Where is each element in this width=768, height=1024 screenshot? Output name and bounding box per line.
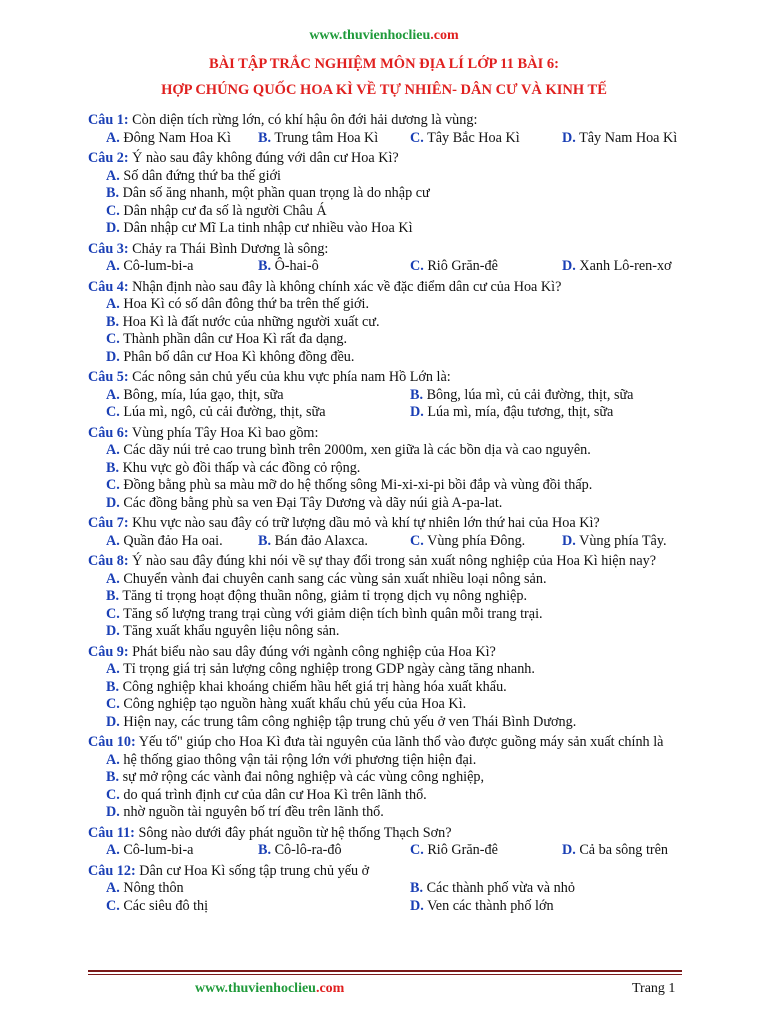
option-text: Nông thôn [123, 880, 184, 896]
question-7 [88, 515, 760, 550]
option-text: Dân nhập cư Mĩ La tinh nhập cư nhiều vào Hoa Kì [123, 220, 413, 236]
answer-option-b[interactable] [88, 185, 760, 203]
option-label: D. [106, 713, 120, 730]
option-text: Riô Grăn-đê [427, 258, 498, 274]
option-text: Khu vực gò đồi thấp và các đồng cỏ rộng. [122, 459, 361, 476]
option-label: B. [106, 313, 120, 330]
answer-option-d[interactable] [88, 495, 760, 513]
answer-option-c[interactable] [88, 331, 760, 349]
question-text: Chảy ra Thái Bình Dương là sông: [128, 240, 329, 257]
answer-option-d[interactable] [88, 804, 760, 822]
option-text: Tăng tỉ trọng hoạt động thuần nông, giảm tỉ trọng dịch vụ nông nghiệp. [122, 588, 527, 604]
option-text: Đông Nam Hoa Kì [123, 129, 231, 146]
answer-option-b[interactable] [410, 880, 714, 898]
footer-divider-thin [88, 974, 682, 975]
option-text: Chuyển vành đai chuyên canh sang các vùng sản xuất nhiều loại nông sản. [123, 570, 547, 587]
answer-row [88, 533, 760, 551]
option-text: Hiện nay, các trung tâm công nghiệp tập trung chủ yếu ở ven Thái Bình Dương. [123, 713, 577, 730]
option-label: A. [106, 532, 120, 549]
option-text: sự mở rộng các vành đai nông nghiệp và các vùng công nghiệp, [122, 769, 485, 785]
option-text: Tăng số lượng trang trại cùng với giảm diện tích bình quân mỗi trang trại. [123, 605, 543, 622]
answer-row [88, 898, 760, 916]
option-text: Tăng xuất khẩu nguyên liệu nông sản. [123, 623, 340, 639]
question-4 [88, 279, 760, 367]
answer-option-d[interactable] [562, 533, 714, 551]
question-stem [88, 644, 760, 662]
answer-option-a[interactable] [106, 842, 258, 860]
page-number: Trang 1 [632, 981, 676, 996]
answer-row [88, 842, 760, 860]
option-label: B. [258, 129, 272, 146]
answer-option-b[interactable] [88, 460, 760, 478]
option-text: Hoa Kì có số dân đông thứ ba trên thế giới. [123, 296, 370, 312]
question-stem [88, 515, 760, 533]
option-label: A. [106, 880, 120, 896]
question-stem [88, 112, 760, 130]
option-text: Vùng phía Tây. [579, 532, 667, 549]
option-label: D. [106, 220, 120, 236]
answer-option-d[interactable] [410, 898, 714, 916]
answer-option-a[interactable] [88, 168, 760, 186]
option-label: A. [106, 129, 120, 146]
question-2 [88, 150, 760, 238]
option-text: Lúa mì, mía, đậu tương, thịt, sữa [427, 404, 614, 420]
option-text: Bông, lúa mì, củ cải đường, thịt, sữa [426, 386, 634, 403]
question-stem [88, 553, 760, 571]
option-text: Vùng phía Đông. [427, 532, 526, 549]
option-text: nhờ nguồn tài nguyên bố trí đều trên lãnh thổ. [123, 804, 384, 820]
answer-option-b[interactable] [88, 588, 760, 606]
answer-option-d[interactable] [88, 349, 760, 367]
option-text: Thành phần dân cư Hoa Kì rất đa dạng. [123, 331, 348, 347]
answer-row [88, 404, 760, 422]
option-text: Cô-lum-bi-a [123, 258, 194, 274]
option-text: Các dãy núi trẻ cao trung bình trên 2000m, xen giữa là các bồn dịa và cao nguyên. [123, 442, 591, 458]
question-number: Câu 12: [88, 862, 136, 879]
option-label: D. [106, 348, 120, 365]
option-label: B. [410, 386, 424, 403]
option-label: D. [410, 897, 424, 914]
question-number: Câu 9: [88, 643, 129, 660]
question-stem [88, 241, 760, 259]
answer-row [88, 880, 760, 898]
question-12 [88, 863, 760, 916]
option-label: D. [106, 804, 120, 820]
site-name: www.thuvienhoclieu [309, 28, 431, 43]
question-text: Sông nào dưới đây phát nguồn từ hệ thống Thạch Sơn? [134, 824, 452, 841]
question-stem [88, 734, 760, 752]
option-label: D. [410, 404, 424, 420]
site-header-link[interactable] [0, 28, 768, 44]
question-text: Các nông sản chủ yếu của khu vực phía nam Hồ Lớn là: [128, 369, 451, 385]
option-label: C. [410, 532, 424, 549]
answer-option-a[interactable] [88, 571, 760, 589]
question-text: Ý nào sau đây không đúng với dân cư Hoa Kì? [128, 150, 399, 166]
answer-option-c[interactable] [410, 258, 562, 276]
option-text: Đồng bằng phù sa màu mỡ do hệ thống sông Mi-xi-xi-pi bồi đắp và vùng đồi thấp. [123, 477, 593, 493]
answer-option-c[interactable] [88, 477, 760, 495]
option-label: C. [106, 897, 120, 914]
question-text: Yếu tố" giúp cho Hoa Kì đưa tài nguyên của lãnh thổ vào được guồng máy sản xuất chính là [135, 734, 664, 750]
question-text: Khu vực nào sau đây có trữ lượng dầu mỏ và khí tự nhiên lớn thứ hai của Hoa Kì? [128, 515, 600, 531]
answer-option-b[interactable] [258, 533, 410, 551]
option-label: C. [410, 129, 424, 146]
option-label: B. [410, 880, 424, 896]
answer-option-d[interactable] [88, 714, 760, 732]
question-6 [88, 425, 760, 513]
option-text: Bông, mía, lúa gạo, thịt, sữa [123, 386, 284, 403]
option-label: B. [106, 459, 120, 476]
option-text: Trung tâm Hoa Kì [274, 129, 379, 146]
answer-option-a[interactable] [106, 533, 258, 551]
option-label: B. [106, 588, 120, 604]
option-text: Ô-hai-ô [274, 258, 319, 274]
option-label: B. [258, 842, 272, 858]
answer-option-c[interactable] [88, 606, 760, 624]
question-stem [88, 279, 760, 297]
option-text: Dân số ăng nhanh, một phần quan trọng là do nhập cư [122, 185, 430, 201]
answer-option-c[interactable] [410, 842, 562, 860]
option-text: Công nghiệp khai khoáng chiếm hầu hết giá trị hàng hóa xuất khẩu. [122, 678, 507, 695]
answer-option-c[interactable] [88, 696, 760, 714]
question-10 [88, 734, 760, 822]
document-title: BÀI TẬP TRẮC NGHIỆM MÔN ĐỊA LÍ LỚP 11 BÀI 6: [209, 56, 559, 72]
question-text: Nhận định nào sau đây là không chính xác về đặc điểm dân cư của Hoa Kì? [128, 278, 562, 295]
answer-option-c[interactable] [88, 787, 760, 805]
question-5 [88, 369, 760, 422]
answer-option-d[interactable] [88, 220, 760, 238]
question-stem [88, 425, 760, 443]
question-number: Câu 3: [88, 240, 129, 257]
question-1 [88, 112, 760, 147]
site-domain: .com [430, 28, 459, 43]
question-text: Vùng phía Tây Hoa Kì bao gồm: [128, 424, 319, 441]
question-11 [88, 825, 760, 860]
option-text: Phân bố dân cư Hoa Kì không đồng đều. [123, 348, 355, 365]
option-text: Tây Nam Hoa Kì [579, 129, 678, 146]
option-text: Cô-lô-ra-đô [274, 842, 342, 858]
answer-option-c[interactable] [106, 898, 410, 916]
option-text: hệ thống giao thông vận tải rộng lớn với phương tiện hiện đại. [123, 751, 477, 768]
question-number: Câu 5: [88, 369, 129, 385]
footer-site-domain: .com [315, 981, 345, 996]
answer-option-d[interactable] [562, 842, 714, 860]
answer-row [88, 387, 760, 405]
footer-site-name: www.thuvienhoclieu [195, 981, 316, 996]
option-text: Dân nhập cư đa số là người Châu Á [123, 202, 327, 219]
answer-option-a[interactable] [88, 661, 760, 679]
option-label: C. [106, 786, 120, 803]
question-9 [88, 644, 760, 732]
footer-site-link[interactable] [195, 981, 344, 997]
question-3 [88, 241, 760, 276]
question-stem [88, 863, 760, 881]
question-number: Câu 11: [88, 824, 135, 841]
option-label: A. [106, 751, 120, 768]
option-text: Số dân đứng thứ ba thế giới [123, 167, 281, 184]
option-label: C. [106, 696, 120, 712]
option-label: A. [106, 167, 120, 184]
option-label: B. [106, 185, 120, 201]
answer-option-a[interactable] [88, 296, 760, 314]
option-label: C. [410, 258, 424, 274]
answer-option-d[interactable] [562, 130, 714, 148]
question-list [88, 112, 760, 918]
answer-option-c[interactable] [410, 533, 562, 551]
question-number: Câu 7: [88, 515, 129, 531]
option-text: Quần đảo Ha oai. [123, 532, 223, 549]
question-stem [88, 825, 760, 843]
answer-option-b[interactable] [410, 387, 714, 405]
answer-option-b[interactable] [88, 314, 760, 332]
answer-option-a[interactable] [106, 387, 410, 405]
question-number: Câu 2: [88, 150, 129, 166]
answer-option-a[interactable] [106, 880, 410, 898]
option-label: A. [106, 570, 120, 587]
option-label: A. [106, 296, 120, 312]
option-text: Tỉ trọng giá trị sản lượng công nghiệp trong GDP ngày càng tăng nhanh. [123, 661, 535, 677]
option-text: Cô-lum-bi-a [123, 842, 194, 858]
answer-option-c[interactable] [106, 404, 410, 422]
option-text: Hoa Kì là đất nước của những người xuất cư. [122, 313, 380, 330]
option-label: D. [562, 129, 576, 146]
document-subtitle: HỢP CHÚNG QUỐC HOA KÌ VỀ TỰ NHIÊN- DÂN CƯ VÀ KINH TẾ [161, 82, 607, 98]
option-text: Tây Bắc Hoa Kì [427, 129, 520, 146]
answer-option-b[interactable] [88, 679, 760, 697]
option-text: Các đồng bằng phù sa ven Đại Tây Dương và dãy núi già A-pa-lat. [123, 494, 503, 511]
option-label: B. [258, 258, 272, 274]
answer-option-a[interactable] [88, 752, 760, 770]
option-label: B. [106, 678, 120, 695]
option-label: C. [106, 605, 120, 622]
option-text: Ven các thành phố lớn [427, 897, 554, 914]
answer-option-a[interactable] [106, 258, 258, 276]
option-label: D. [106, 494, 120, 511]
option-label: C. [410, 842, 424, 858]
question-text: Ý nào sau đây đúng khi nói về sự thay đổi trong sản xuất nông nghiệp của Hoa Kì hiện nay? [128, 553, 657, 569]
answer-option-b[interactable] [258, 130, 410, 148]
question-number: Câu 4: [88, 278, 129, 295]
question-number: Câu 10: [88, 734, 136, 750]
option-label: C. [106, 202, 120, 219]
option-text: Các siêu đô thị [123, 897, 209, 914]
option-label: B. [258, 532, 272, 549]
option-label: C. [106, 477, 120, 493]
option-label: D. [562, 532, 576, 549]
answer-option-d[interactable] [562, 258, 714, 276]
answer-row [88, 258, 760, 276]
option-text: do quá trình định cư của dân cư Hoa Kì trên lãnh thổ. [123, 786, 427, 803]
option-label: A. [106, 386, 120, 403]
question-number: Câu 6: [88, 424, 129, 441]
question-number: Câu 1: [88, 112, 129, 128]
option-label: A. [106, 258, 120, 274]
option-text: Xanh Lô-ren-xơ [579, 258, 672, 274]
answer-option-c[interactable] [410, 130, 562, 148]
option-label: D. [106, 623, 120, 639]
answer-option-a[interactable] [88, 442, 760, 460]
option-label: A. [106, 661, 120, 677]
answer-option-c[interactable] [88, 203, 760, 221]
option-label: D. [562, 842, 576, 858]
question-8 [88, 553, 760, 641]
answer-option-b[interactable] [88, 769, 760, 787]
answer-option-d[interactable] [410, 404, 714, 422]
answer-option-d[interactable] [88, 623, 760, 641]
question-stem [88, 150, 760, 168]
option-label: D. [562, 258, 576, 274]
option-text: Các thành phố vừa và nhỏ [426, 880, 575, 896]
question-number: Câu 8: [88, 553, 129, 569]
question-text: Còn diện tích rừng lớn, có khí hậu ôn đới hải dương là vùng: [128, 112, 478, 128]
footer-divider [88, 970, 682, 972]
option-text: Lúa mì, ngô, củ cải đường, thịt, sữa [123, 404, 326, 420]
option-text: Bán đảo Alaxca. [274, 532, 368, 549]
question-text: Phát biểu nào sau dây đúng với ngành công nghiệp của Hoa Kì? [128, 643, 496, 660]
answer-option-a[interactable] [106, 130, 258, 148]
option-label: C. [106, 331, 120, 347]
option-label: A. [106, 442, 120, 458]
option-text: Riô Grăn-đê [427, 842, 498, 858]
answer-row [88, 130, 760, 148]
option-label: B. [106, 769, 120, 785]
answer-option-b[interactable] [258, 842, 410, 860]
option-text: Công nghiệp tạo nguồn hàng xuất khẩu chủ yếu của Hoa Kì. [123, 696, 467, 712]
option-label: A. [106, 842, 120, 858]
answer-option-b[interactable] [258, 258, 410, 276]
question-stem [88, 369, 760, 387]
option-label: C. [106, 404, 120, 420]
question-text: Dân cư Hoa Kì sống tập trung chủ yếu ở [135, 862, 370, 879]
option-text: Cả ba sông trên [579, 842, 668, 858]
